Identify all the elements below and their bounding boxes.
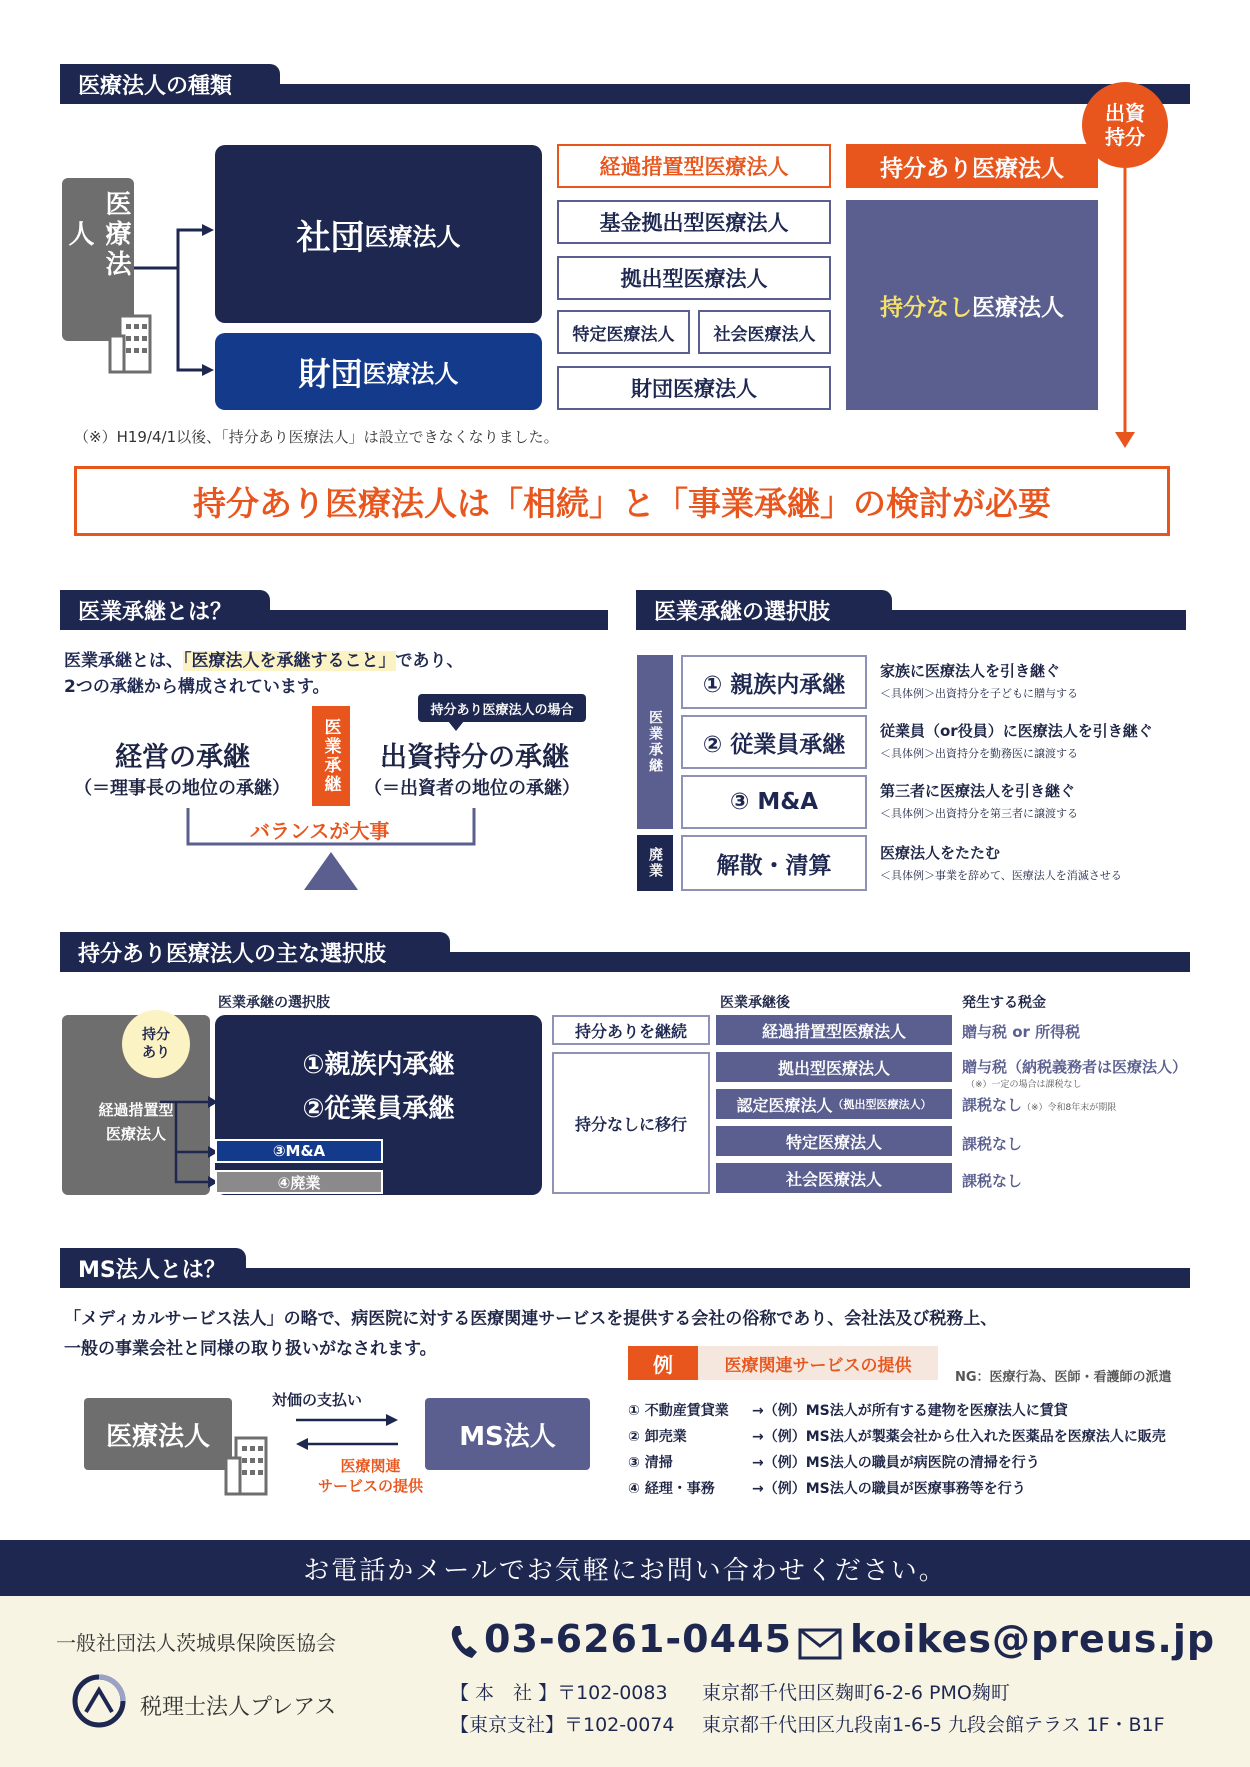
footer-banner-text: お電話かメールでお気軽にお問い合わせください。 xyxy=(303,1555,947,1586)
shusshi-circle xyxy=(1082,82,1168,168)
option-3-desc xyxy=(880,780,1078,821)
shadan-box xyxy=(215,145,542,323)
type-zaidan: 財団医療法人 xyxy=(557,366,831,410)
main-succession-1: ①親族内承継 xyxy=(302,1050,455,1080)
after-2: 拠出型医療法人 xyxy=(716,1052,952,1082)
type-tokutei: 特定医療法人 xyxy=(557,310,690,354)
col-header-2: 医業承継後 xyxy=(720,995,790,1011)
branch-arrows xyxy=(134,220,214,380)
address-1-value: 東京都千代田区麹町6-2-6 PMO麹町 xyxy=(702,1682,1010,1704)
shadan-label: 社団 xyxy=(296,217,365,258)
ms-item-3-k: ③ 清掃 xyxy=(628,1455,673,1471)
ng-text: NG：医療行為、医師・看護師の派遣 xyxy=(955,1370,1172,1385)
sec2-desc-a: 医業承継とは、 xyxy=(64,651,183,671)
keizoku-box: 持分ありを継続 xyxy=(552,1015,710,1045)
haigyo-bar xyxy=(215,1170,383,1194)
tax-3-label: 課税なし xyxy=(962,1096,1023,1114)
tax-4: 課税なし xyxy=(962,1135,1023,1153)
tax-1: 贈与税 or 所得税 xyxy=(962,1023,1081,1041)
tax-2: 贈与税（納税義務者は医療法人） xyxy=(962,1058,1188,1076)
tax-5: 課税なし xyxy=(962,1172,1023,1190)
sec5-desc-2: 一般の事業会社と同様の取り扱いがなされます。 xyxy=(64,1339,437,1359)
tax-3 xyxy=(962,1094,1116,1115)
section-title-2: 医業承継とは？ xyxy=(60,590,270,630)
ma-label: ③M&A xyxy=(272,1142,326,1160)
igyo-tag xyxy=(312,706,350,806)
type-kikin: 基金拠出型医療法人 xyxy=(557,200,831,244)
address-2-value: 東京都千代田区九段南1-6-5 九段会館テラス 1F・B1F xyxy=(702,1714,1165,1736)
ms-item-4-k: ④ 経理・事務 xyxy=(628,1481,715,1497)
tax-note-1: （※）一定の場合は課税なし xyxy=(966,1080,1082,1090)
arrow-top-label: 対価の支払い xyxy=(272,1391,363,1409)
sec5-desc-1: 「メディカルサービス法人」の略で、病医院に対する医療関連サービスを提供する会社の俗称であり、会社法及び税務上、 xyxy=(64,1309,998,1329)
conclusion-text: 持分あり医療法人は「相続」と「事業承継」の検討が必要 xyxy=(193,483,1051,523)
ex-title: 医療関連サービスの提供 xyxy=(698,1346,938,1380)
mochibun-ari-box: 持分あり医療法人 xyxy=(846,144,1098,188)
after-5: 社会医療法人 xyxy=(716,1163,952,1193)
arrow-bot-2: サービスの提供 xyxy=(318,1477,424,1495)
shusshi-sub: （＝出資者の地位の承継） xyxy=(364,778,580,799)
tax-note-2: （※）令和8年末が期限 xyxy=(1022,1103,1117,1113)
org-name-1: 一般社団法人茨城県保険医協会 xyxy=(56,1631,336,1655)
option-3-ex: ＜具体例＞出資持分を第三者に譲渡する xyxy=(880,807,1078,820)
ex-tag: 例 xyxy=(628,1346,698,1380)
ms-item-1-v: →（例）MS法人が所有する建物を医療法人に賃貸 xyxy=(752,1403,1068,1419)
ms-right-box: MS法人 xyxy=(425,1398,590,1470)
sec2-desc xyxy=(64,648,464,700)
keiei-sub: （＝理事長の地位の承継） xyxy=(74,778,290,799)
ma-bar xyxy=(215,1139,383,1163)
keika-a: 経過措置型 xyxy=(98,1101,174,1119)
shusshi-label: 出資 持分 xyxy=(1105,101,1145,149)
mochibun-nashi-box xyxy=(846,200,1098,410)
building-icon-2 xyxy=(224,1436,278,1496)
igyo-tag-label: 医業承継 xyxy=(320,718,341,794)
option-1-ex: ＜具体例＞出資持分を子どもに贈与する xyxy=(880,687,1078,700)
after-3-label: 認定医療法人 xyxy=(736,1095,833,1115)
arrow-bot-label xyxy=(318,1456,423,1496)
shusshi-title: 出資持分の承継 xyxy=(380,742,569,773)
ms-item-2-v: →（例）MS法人が製薬会社から仕入れた医薬品を医療法人に販売 xyxy=(752,1429,1166,1445)
section-title-3: 医業承継の選択肢 xyxy=(636,590,892,630)
mochibun-nashi-a: 持分なし xyxy=(880,294,972,321)
option-2: ② 従業員承継 xyxy=(681,715,867,769)
ms-left-box: 医療法人 xyxy=(84,1398,232,1470)
option-1-desc xyxy=(880,660,1078,701)
option-2-ex: ＜具体例＞出資持分を勤務医に譲渡する xyxy=(880,747,1078,760)
sec2-desc-b: であり、 xyxy=(395,651,464,671)
mail-icon xyxy=(798,1628,842,1660)
option-4-desc-text: 医療法人をたたむ xyxy=(880,844,1001,862)
address-1 xyxy=(450,1678,1010,1705)
phone-number[interactable]: 03-6261-0445 xyxy=(484,1617,792,1661)
option-4-ex: ＜具体例＞事業を辞めて、医療法人を消滅させる xyxy=(880,869,1122,882)
conclusion-banner xyxy=(74,466,1170,536)
sec1-note: （※）H19/4/1以後、「持分あり医療法人」は設立できなくなりました。 xyxy=(74,428,559,446)
col-header-3: 発生する税金 xyxy=(962,995,1046,1011)
ms-item-2-k: ② 卸売業 xyxy=(628,1429,687,1445)
ms-list xyxy=(628,1398,1166,1502)
ms-item-4-v: →（例）MS法人の職員が医療事務等を行う xyxy=(752,1481,1026,1497)
zaidan-suffix: 医療法人 xyxy=(362,360,459,388)
bubble-tail xyxy=(448,721,464,731)
main-succession-box xyxy=(215,1015,542,1195)
side-haigyo xyxy=(637,835,673,891)
keiei-title: 経営の承継 xyxy=(115,742,250,773)
ms-list-item xyxy=(628,1398,1166,1424)
zaidan-box xyxy=(215,333,542,410)
preus-logo-icon xyxy=(70,1672,128,1730)
speech-bubble xyxy=(418,694,586,722)
side-igyo-label: 医業承継 xyxy=(647,710,663,774)
phone-icon xyxy=(450,1624,480,1660)
option-3-desc-text: 第三者に医療法人を引き継ぐ xyxy=(880,782,1076,800)
address-1-label: 【 本 社 】〒102-0083 xyxy=(450,1682,668,1704)
col-header-1: 医業承継の選択肢 xyxy=(218,995,330,1011)
ms-list-item xyxy=(628,1424,1166,1450)
address-2 xyxy=(450,1710,1165,1737)
section-title-5: MS法人とは？ xyxy=(60,1248,246,1288)
root-label: 医療法人 xyxy=(64,189,131,280)
arrow-bot-1: 医療関連 xyxy=(340,1457,401,1475)
mochibun-badge xyxy=(122,1010,190,1078)
mochibun-badge-text: 持分 あり xyxy=(142,1027,170,1061)
down-arrow xyxy=(1112,168,1138,450)
ms-list-item xyxy=(628,1476,1166,1502)
sec2-desc-hl: 「医療法人を承継すること」 xyxy=(183,651,396,671)
org-name-2: 税理士法人プレアス xyxy=(140,1695,337,1720)
main-succession-2: ②従業員承継 xyxy=(302,1094,455,1124)
balance-text: バランスが大事 xyxy=(250,819,390,843)
option-4-desc xyxy=(880,842,1122,883)
iko-box: 持分なしに移行 xyxy=(552,1052,710,1194)
speech-bubble-text: 持分あり医療法人の場合 xyxy=(430,702,574,718)
option-1-desc-text: 家族に医療法人を引き継ぐ xyxy=(880,662,1061,680)
type-keika: 経過措置型医療法人 xyxy=(557,144,831,188)
address-2-label: 【東京支社】〒102-0074 xyxy=(450,1714,675,1736)
email-address[interactable]: koikes@preus.jp xyxy=(850,1617,1216,1661)
zaidan-label: 財団 xyxy=(298,354,363,393)
footer-banner xyxy=(0,1540,1250,1596)
sec2-desc-2: 2つの承継から構成されています。 xyxy=(64,677,330,697)
option-1: ① 親族内承継 xyxy=(681,655,867,709)
sec4-arrows xyxy=(160,1090,220,1190)
side-haigyo-label: 廃業 xyxy=(647,847,663,879)
after-4: 特定医療法人 xyxy=(716,1126,952,1156)
option-4: 解散・清算 xyxy=(681,835,867,891)
shadan-suffix: 医療法人 xyxy=(364,222,461,251)
option-2-desc-text: 従業員（or役員）に医療法人を引き継ぐ xyxy=(880,722,1153,740)
section-title-4: 持分あり医療法人の主な選択肢 xyxy=(60,932,450,972)
side-igyo xyxy=(637,655,673,829)
type-kyoshutsu: 拠出型医療法人 xyxy=(557,256,831,300)
option-3: ③ M&A xyxy=(681,775,867,829)
haigyo-label: ④廃業 xyxy=(277,1173,321,1192)
section-title-1: 医療法人の種類 xyxy=(60,64,280,104)
keika-b: 医療法人 xyxy=(105,1125,166,1143)
mochibun-nashi-b: 医療法人 xyxy=(972,294,1064,321)
after-3 xyxy=(716,1089,952,1119)
ms-item-1-k: ① 不動産賃貸業 xyxy=(628,1403,729,1419)
ms-item-3-v: →（例）MS法人の職員が病医院の清掃を行う xyxy=(752,1455,1040,1471)
exchange-arrows xyxy=(292,1412,402,1452)
option-2-desc xyxy=(880,720,1153,761)
after-1: 経過措置型医療法人 xyxy=(716,1015,952,1045)
ms-list-item xyxy=(628,1450,1166,1476)
after-3-sub: （拠出型医療法人） xyxy=(832,1098,932,1111)
type-shakai: 社会医療法人 xyxy=(698,310,831,354)
